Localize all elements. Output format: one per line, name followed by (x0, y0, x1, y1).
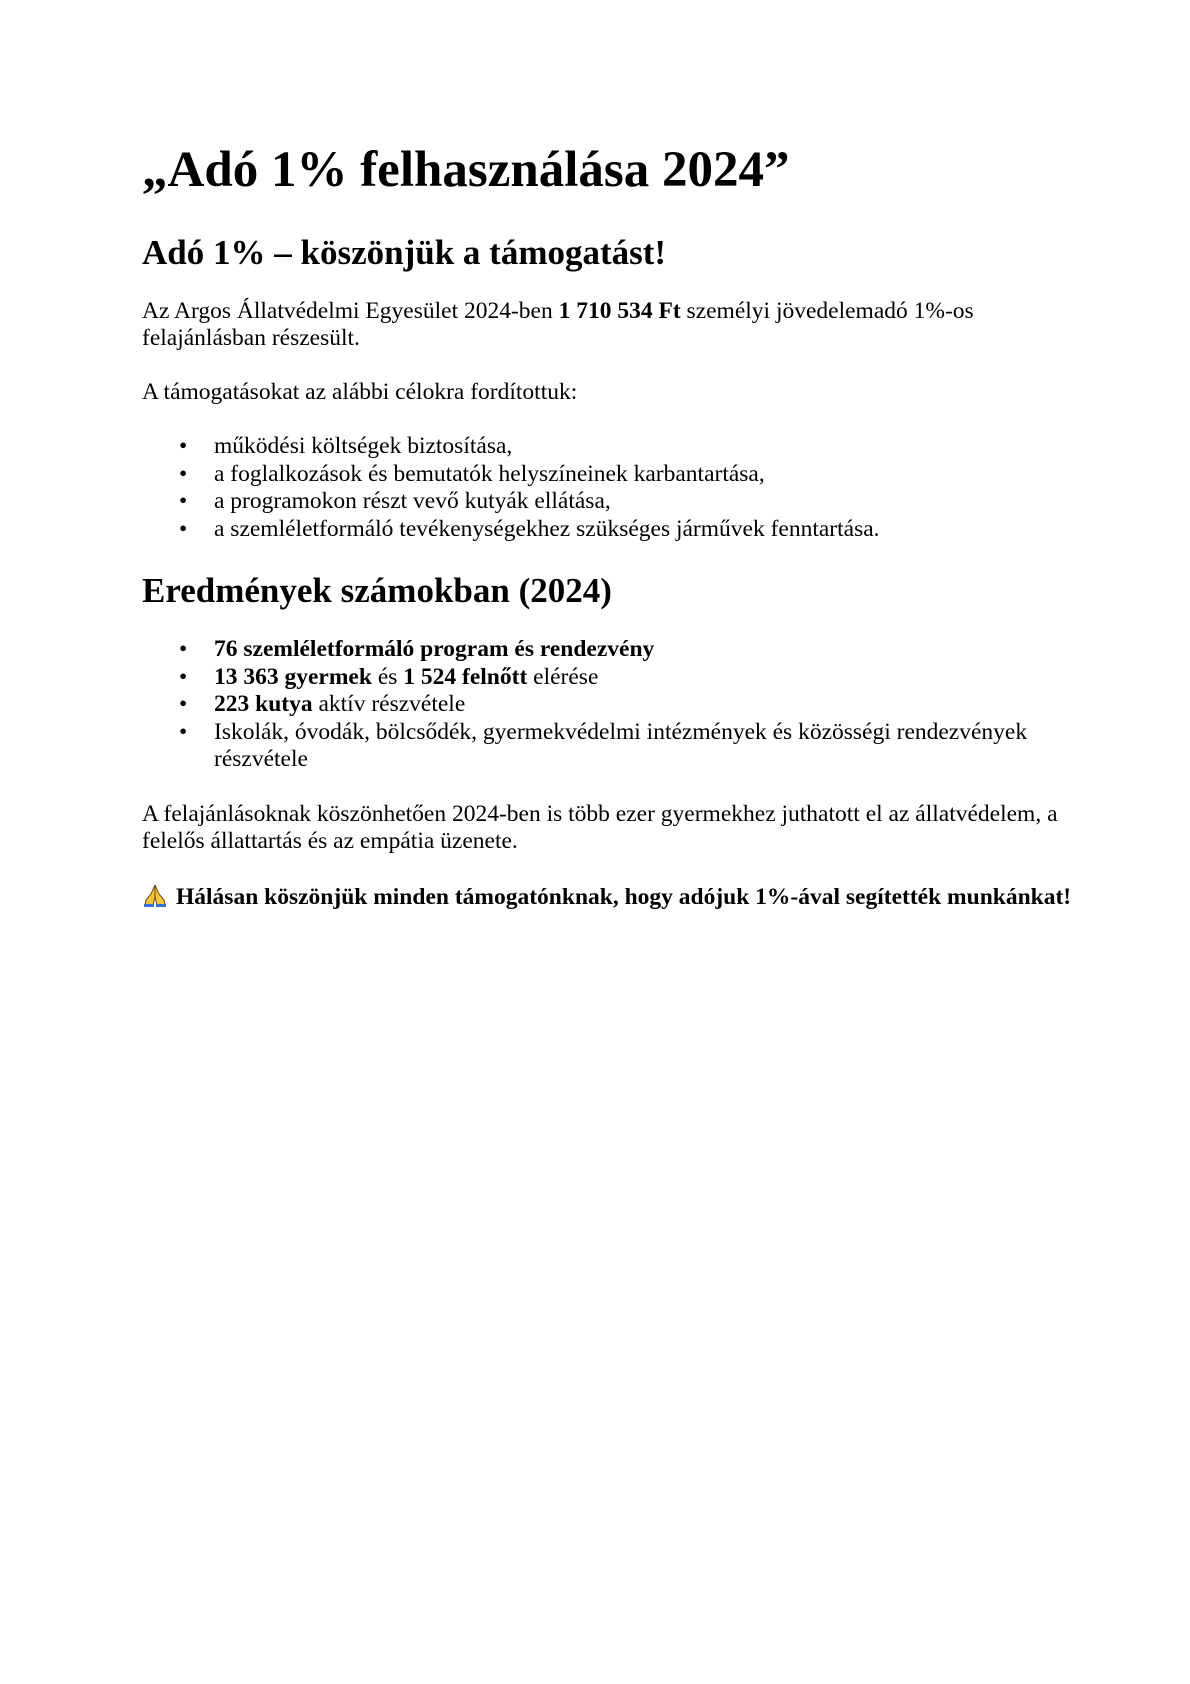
document-title: „Adó 1% felhasználása 2024” (142, 142, 790, 198)
section-heading-results: Eredmények számokban (2024) (142, 571, 612, 610)
list-item: • 76 szemléletformáló program és rendezvény (179, 636, 655, 662)
intro-paragraph: Az Argos Állatvédelmi Egyesület 2024-ben 1 710 534 Ft személyi jövedelemadó 1%-os felajánlásban részesült. (142, 298, 974, 351)
bullet-icon: • (179, 515, 188, 542)
list-item: • működési költségek biztosítása, (179, 433, 513, 459)
list-item: • a szemléletformáló tevékenységekhez szükséges járművek fenntartása. (179, 515, 880, 542)
bullet-icon: • (179, 488, 188, 514)
purposes-intro: A támogatásokat az alábbi célokra fordítottuk: (142, 379, 578, 405)
list-item: • a programokon részt vevő kutyák ellátása, (179, 488, 611, 514)
bullet-icon: • (179, 718, 188, 745)
list-item: • a foglalkozások és bemutatók helyszíneinek karbantartása, (179, 460, 765, 487)
bullet-icon: • (179, 663, 188, 690)
closing-paragraph: A felajánlásoknak köszönhetően 2024-ben is több ezer gyermekhez juthatott el az állatvédelem, a felelős állattartás és az empátia üzenete. (142, 800, 1058, 854)
list-item: • 13 363 gyermek és 1 524 felnőtt elérése (179, 663, 599, 690)
list-item: • Iskolák, óvodák, bölcsődék, gyermekvédelmi intézmények és közösségi rendezvények részvétele (179, 718, 1028, 772)
praying-hands-icon (142, 882, 168, 908)
thanks-paragraph: Hálásan köszönjük minden támogatónknak, hogy adójuk 1%-ával segítették munkánkat! (142, 882, 1082, 911)
bullet-icon: • (179, 636, 188, 662)
list-item: • 223 kutya aktív részvétele (179, 691, 466, 717)
section-heading-thanks: Adó 1% – köszönjük a támogatást! (142, 233, 667, 272)
bullet-icon: • (179, 691, 188, 717)
results-list (142, 636, 1082, 774)
bullet-icon: • (179, 460, 188, 487)
purposes-list (142, 433, 1082, 543)
donation-amount: 1 710 534 Ft (558, 298, 681, 324)
bullet-icon: • (179, 433, 188, 459)
document-page (142, 140, 1082, 938)
